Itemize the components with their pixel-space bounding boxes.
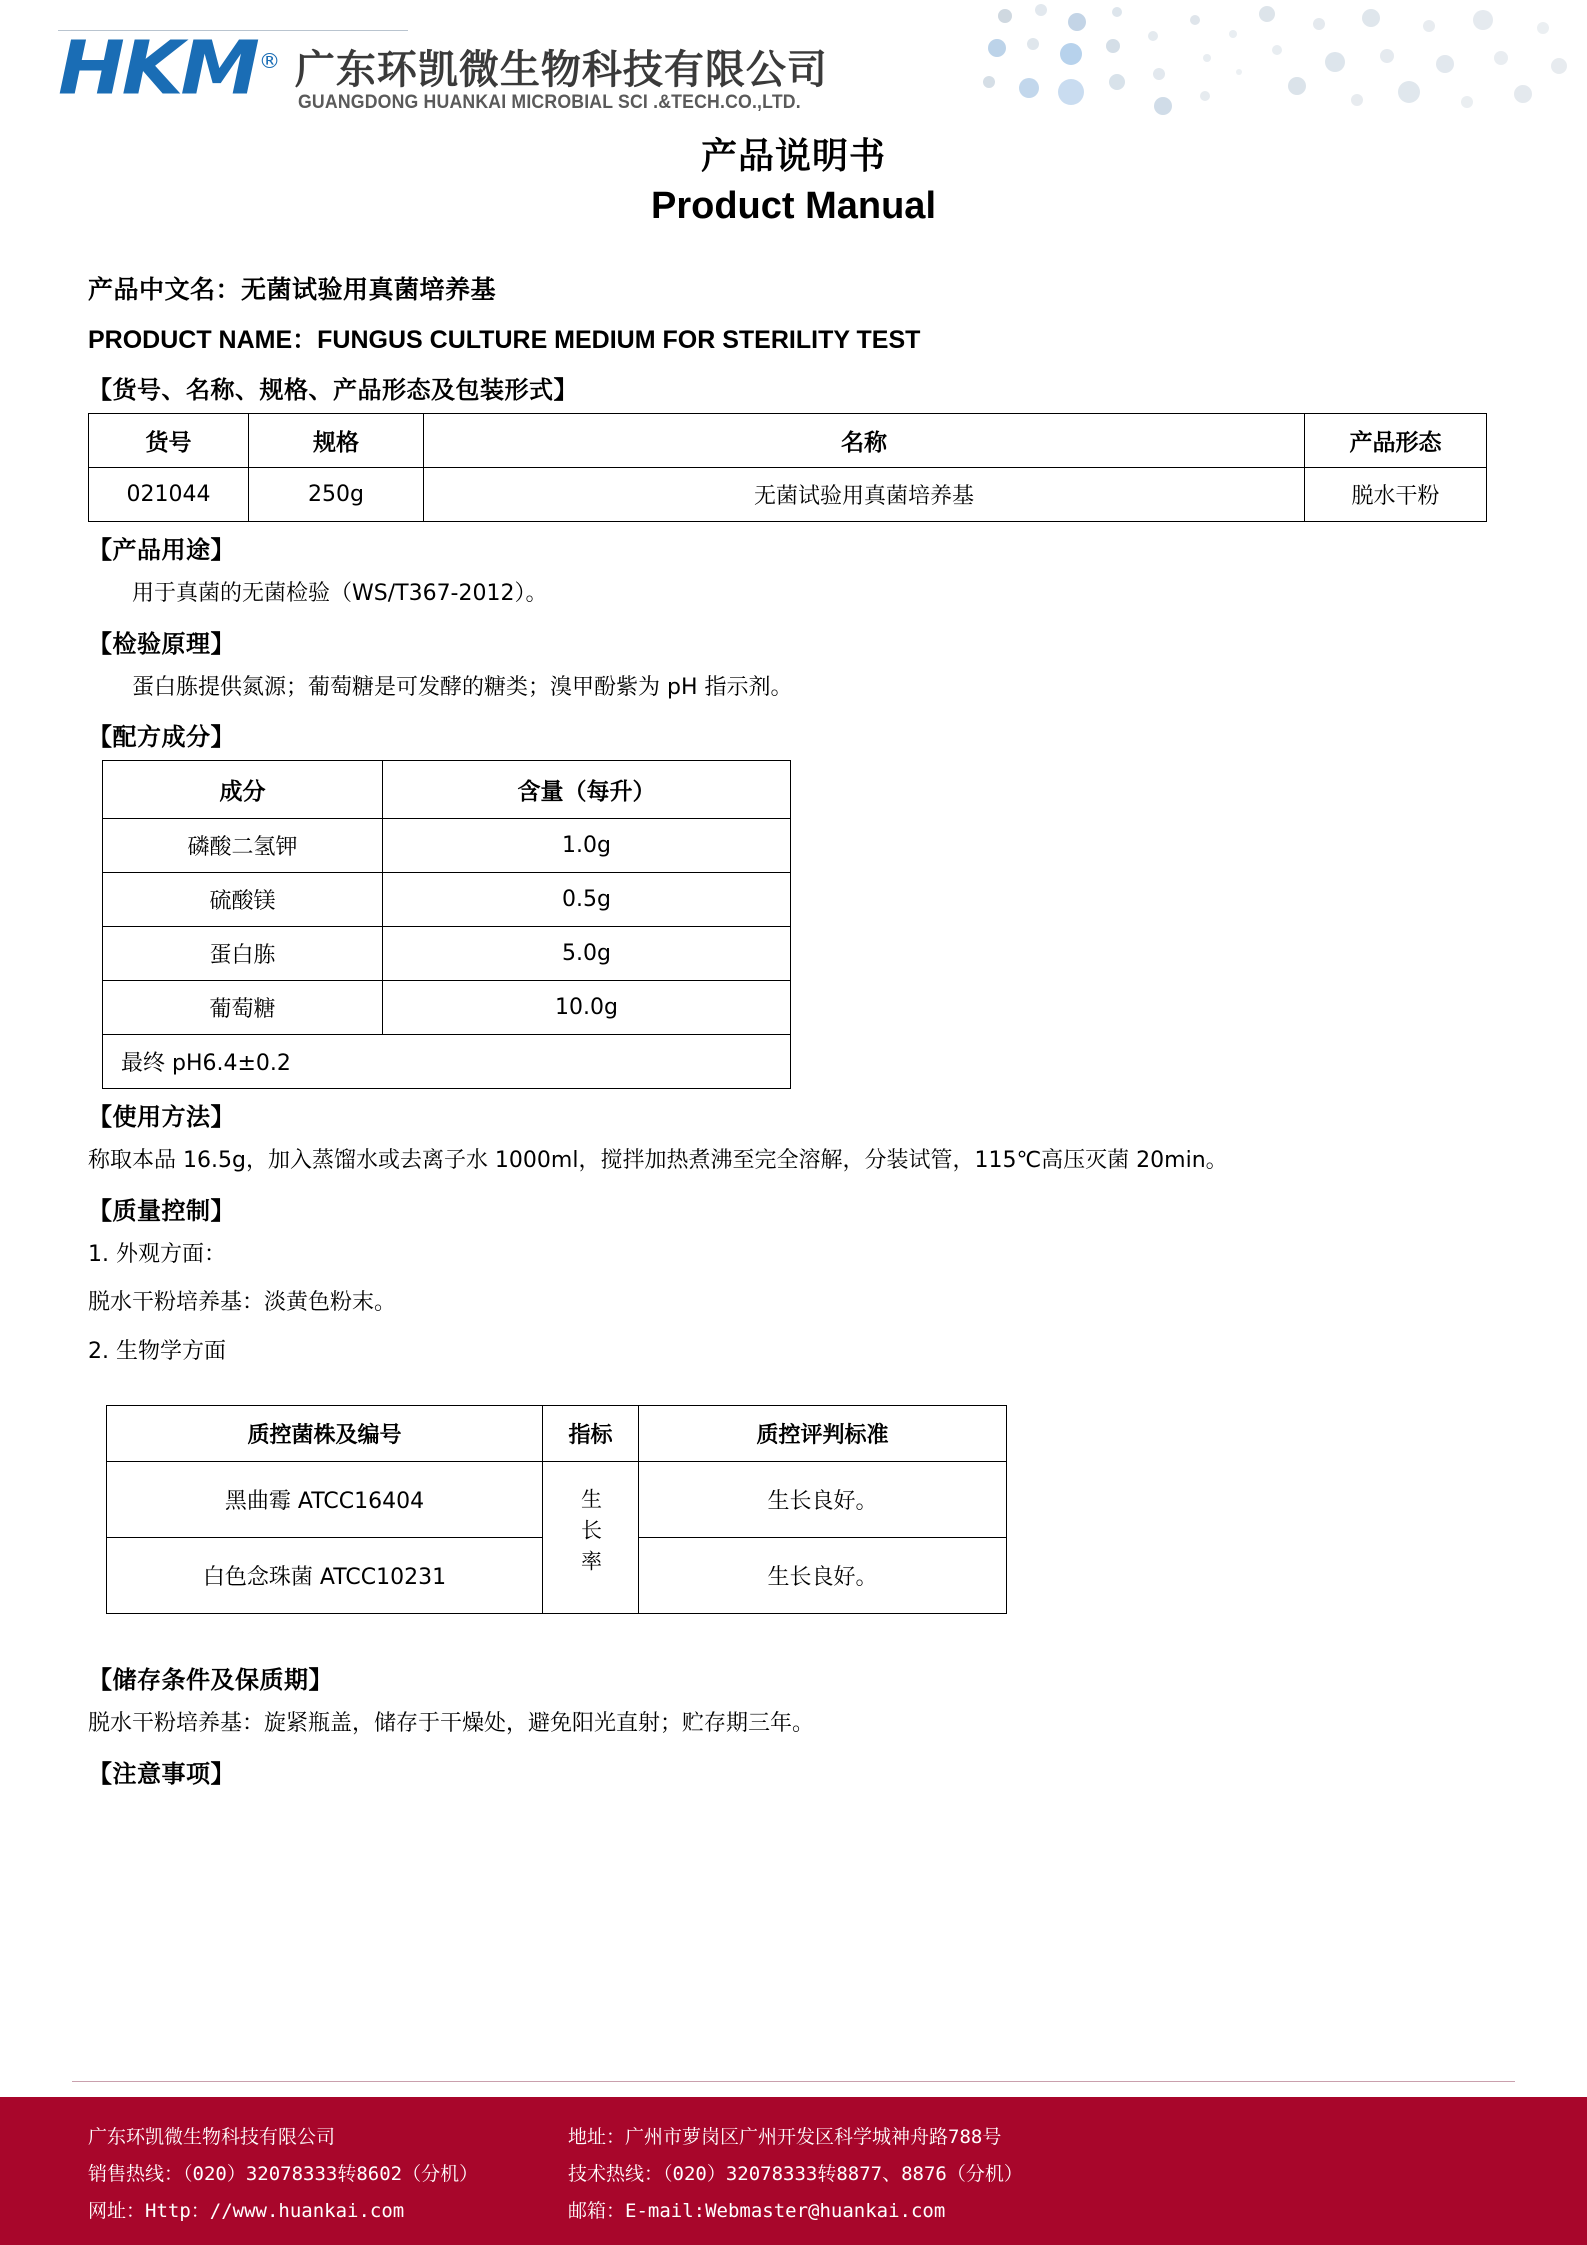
footer-column-left xyxy=(88,2119,568,2245)
section-heading-notes: 【注意事项】 xyxy=(88,1759,235,1788)
specification-table xyxy=(88,413,1487,522)
col-header-size: 规格 xyxy=(249,414,424,468)
table-header-row xyxy=(103,761,791,819)
company-name-cn: 广东环凯微生物科技有限公司 xyxy=(294,47,828,93)
product-name-cn: 产品中文名：无菌试验用真菌培养基 xyxy=(88,275,497,304)
footer-email[interactable]: 邮箱：E-mail:Webmaster@huankai.com xyxy=(568,2200,946,2223)
document-title-cn: 产品说明书 xyxy=(700,136,886,177)
footer-website[interactable]: 网址：Http：//www.huankai.com xyxy=(88,2200,405,2223)
col-header-item-code: 货号 xyxy=(89,414,249,468)
section-heading-product-use: 【产品用途】 xyxy=(88,536,235,564)
footer-company-name: 广东环凯微生物科技有限公司 xyxy=(88,2126,336,2148)
qc-item-1-text: 脱水干粉培养基：淡黄色粉末。 xyxy=(88,1290,397,1315)
decorative-dot-pattern xyxy=(967,0,1587,118)
col-header-name: 名称 xyxy=(424,414,1305,468)
cell-item-code: 021044 xyxy=(89,468,249,522)
cell-qc-strain: 黑曲霉 ATCC16404 xyxy=(107,1462,543,1538)
storage-text: 脱水干粉培养基：旋紧瓶盖，储存于干燥处，避免阳光直射；贮存期三年。 xyxy=(88,1711,815,1736)
cell-criteria: 生长良好。 xyxy=(639,1538,1007,1614)
col-header-indicator: 指标 xyxy=(543,1406,639,1462)
cell-ingredient: 葡萄糖 xyxy=(103,981,383,1035)
footer-column-right xyxy=(568,2119,1023,2245)
cell-amount: 5.0g xyxy=(383,927,791,981)
section-heading-specification: 【货号、名称、规格、产品形态及包装形式】 xyxy=(88,376,578,404)
product-name-en: PRODUCT NAME：FUNGUS CULTURE MEDIUM FOR STERILITY TEST xyxy=(88,326,921,354)
cell-indicator xyxy=(543,1462,639,1614)
footer-address: 地址：广州市萝岗区广州开发区科学城神舟路788号 xyxy=(568,2126,1002,2148)
col-header-criteria: 质控评判标准 xyxy=(639,1406,1007,1462)
cell-qc-strain: 白色念珠菌 ATCC10231 xyxy=(107,1538,543,1614)
cell-form: 脱水干粉 xyxy=(1305,468,1487,522)
cell-ingredient: 蛋白胨 xyxy=(103,927,383,981)
cell-criteria: 生长良好。 xyxy=(639,1462,1007,1538)
cell-ingredient: 硫酸镁 xyxy=(103,873,383,927)
qc-item-2-label: 2. 生物学方面 xyxy=(88,1338,226,1364)
table-header-row xyxy=(107,1406,1007,1462)
registered-trademark-icon: ® xyxy=(258,49,278,73)
cell-amount: 10.0g xyxy=(383,981,791,1035)
section-heading-quality-control: 【质量控制】 xyxy=(88,1196,235,1225)
footer-tech-hotline: 技术热线：（020）32078333转8877、8876（分机） xyxy=(568,2163,1023,2186)
cell-amount: 1.0g xyxy=(383,819,791,873)
cell-size: 250g xyxy=(249,468,424,522)
footer-sales-hotline: 销售热线：（020）32078333转8602（分机） xyxy=(88,2163,479,2186)
document-title-en: Product Manual xyxy=(650,185,937,227)
col-header-amount: 含量（每升） xyxy=(383,761,791,819)
section-heading-test-principle: 【检验原理】 xyxy=(88,629,235,658)
hkm-logo-mark xyxy=(58,24,278,112)
page-header xyxy=(0,0,1587,118)
table-header-row xyxy=(89,414,1487,468)
table-row xyxy=(107,1462,1007,1538)
section-heading-method: 【使用方法】 xyxy=(88,1103,235,1131)
test-principle-text: 蛋白胨提供氮源；葡萄糖是可发酵的糖类；溴甲酚紫为 pH 指示剂。 xyxy=(132,674,793,700)
col-header-form: 产品形态 xyxy=(1305,414,1487,468)
cell-final-ph: 最终 pH6.4±0.2 xyxy=(103,1035,791,1089)
qc-item-1-label: 1. 外观方面： xyxy=(88,1241,226,1267)
formula-table xyxy=(102,760,791,1089)
page-footer xyxy=(0,2097,1587,2245)
table-row xyxy=(103,981,791,1035)
indicator-vertical-text: 生长率 xyxy=(578,1488,603,1581)
footer-divider xyxy=(72,2081,1515,2082)
table-row-ph xyxy=(103,1035,791,1089)
method-text: 称取本品 16.5g，加入蒸馏水或去离子水 1000ml，搅拌加热煮沸至完全溶解，分装试管，115℃高压灭菌 20min。 xyxy=(88,1148,1228,1173)
table-row xyxy=(103,927,791,981)
quality-control-table xyxy=(106,1405,1007,1614)
table-row xyxy=(89,468,1487,522)
col-header-qc-strain: 质控菌株及编号 xyxy=(107,1406,543,1462)
table-row xyxy=(103,819,791,873)
cell-amount: 0.5g xyxy=(383,873,791,927)
col-header-ingredient: 成分 xyxy=(103,761,383,819)
cell-name: 无菌试验用真菌培养基 xyxy=(424,468,1305,522)
company-name-en: GUANGDONG HUANKAI MICROBIAL SCI .&TECH.CO.,LTD. xyxy=(298,92,801,113)
hkm-logo-text: HKM xyxy=(58,25,257,112)
section-heading-formula: 【配方成分】 xyxy=(88,723,235,751)
product-use-text: 用于真菌的无菌检验（WS/T367-2012）。 xyxy=(132,581,548,606)
cell-ingredient: 磷酸二氢钾 xyxy=(103,819,383,873)
table-row xyxy=(103,873,791,927)
section-heading-storage: 【储存条件及保质期】 xyxy=(88,1666,333,1694)
document-body xyxy=(0,270,1587,1789)
